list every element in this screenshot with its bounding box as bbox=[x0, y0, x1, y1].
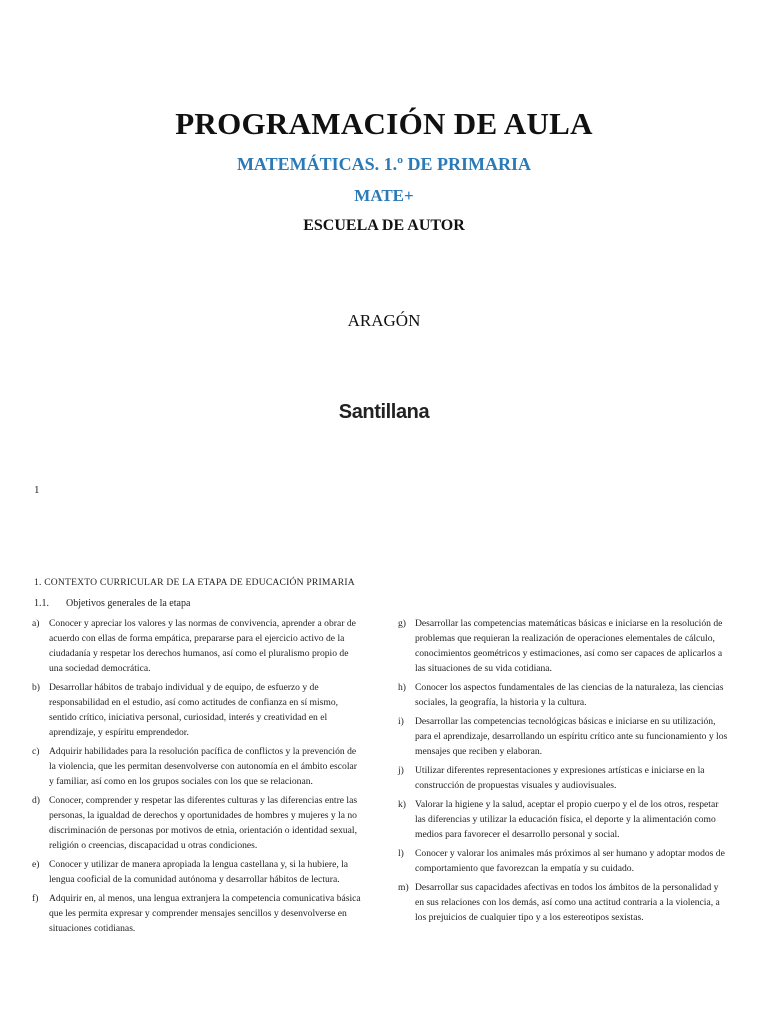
publisher-logo: Santillana bbox=[338, 401, 430, 423]
objective-text: Conocer y valorar los animales más próximos al ser humano y adoptar modos de comportamiento que favorezcan la empatía y su cuidado. bbox=[415, 848, 725, 874]
objective-text: Desarrollar sus capacidades afectivas en todos los ámbitos de la personalidad y en sus relaciones con los demás, así como una actitud contraria a la violencia, a los prejuicios de cualquier tipo y a los estereotipos sexistas. bbox=[415, 882, 720, 923]
objective-text: Adquirir habilidades para la resolución pacífica de conflictos y la prevención de la violencia, que les permitan desenvolverse con autonomía en el ámbito escolar y familiar, así como en los grupos sociales con los que se relacionan. bbox=[49, 746, 357, 787]
objective-item bbox=[32, 616, 362, 676]
objective-letter: d) bbox=[32, 795, 40, 806]
objective-text: Utilizar diferentes representaciones y expresiones artísticas e iniciarse en la construcción de propuestas visuales y audiovisuales. bbox=[415, 765, 705, 791]
series-name: MATE+ bbox=[354, 186, 414, 205]
project-name: ESCUELA DE AUTOR bbox=[303, 217, 465, 234]
objective-item bbox=[398, 616, 728, 676]
objective-letter: k) bbox=[398, 799, 406, 810]
objective-letter: j) bbox=[398, 765, 404, 776]
objective-letter: f) bbox=[32, 893, 39, 904]
objective-text: Adquirir en, al menos, una lengua extranjera la competencia comunicativa básica que les permita expresar y comprender mensajes sencillos y desenvolverse en situaciones cotidianas. bbox=[49, 893, 361, 934]
objective-text: Valorar la higiene y la salud, aceptar el propio cuerpo y el de los otros, respetar las diferencias y utilizar la educación física, el deporte y la alimentación como medios para favorecer el desarrollo personal y social. bbox=[415, 799, 719, 840]
objective-letter: g) bbox=[398, 618, 406, 629]
objective-letter: h) bbox=[398, 682, 406, 693]
objective-item bbox=[32, 857, 362, 887]
subsection-heading bbox=[34, 598, 190, 609]
document-title: PROGRAMACIÓN DE AULA bbox=[175, 106, 593, 141]
document-subtitle: MATEMÁTICAS. 1.º DE PRIMARIA bbox=[236, 154, 532, 174]
objective-letter: a) bbox=[32, 618, 40, 629]
objective-item bbox=[32, 680, 362, 740]
objective-item bbox=[398, 714, 728, 759]
objective-text: Desarrollar las competencias matemáticas básicas e iniciarse en la resolución de problemas que requieran la realización de operaciones elementales de cálculo, conocimientos geométricos y estimaciones, así como ser capaces de aplicarlos a las situaciones de su vida cotidiana. bbox=[415, 618, 723, 674]
objective-item bbox=[32, 891, 362, 936]
objective-letter: l) bbox=[398, 848, 404, 859]
objective-letter: i) bbox=[398, 716, 404, 727]
objective-item bbox=[32, 793, 362, 853]
objective-item bbox=[398, 680, 728, 710]
objective-item bbox=[398, 797, 728, 842]
section-heading: 1. CONTEXTO CURRICULAR DE LA ETAPA DE EDUCACIÓN PRIMARIA bbox=[34, 577, 355, 588]
objective-item bbox=[398, 763, 728, 793]
objective-text: Desarrollar hábitos de trabajo individual y de equipo, de esfuerzo y de responsabilidad en el estudio, así como actitudes de confianza en sí mismo, sentido crítico, iniciativa personal, curiosidad, interés y creatividad en el aprendizaje, y espíritu emprendedor. bbox=[49, 682, 339, 738]
objective-letter: m) bbox=[398, 882, 409, 893]
objectives-left-column bbox=[32, 616, 362, 940]
objective-text: Desarrollar las competencias tecnológicas básicas e iniciarse en su utilización, para el aprendizaje, desarrollando un espíritu crítico ante su funcionamiento y los mensajes que reciben y elaboran. bbox=[415, 716, 728, 757]
objective-item bbox=[32, 744, 362, 789]
subsection-title: Objetivos generales de la etapa bbox=[66, 598, 191, 609]
objective-text: Conocer, comprender y respetar las diferentes culturas y las diferencias entre las personas, la igualdad de derechos y oportunidades de hombres y mujeres y la no discriminación de personas por motivos de etnia, orientación o identidad sexual, religión o creencias, discapacidad u otras condiciones. bbox=[49, 795, 358, 851]
objective-letter: b) bbox=[32, 682, 40, 693]
objective-text: Conocer los aspectos fundamentales de las ciencias de la naturaleza, las ciencias sociales, la geografía, la historia y la cultura. bbox=[415, 682, 724, 708]
objective-letter: c) bbox=[32, 746, 40, 757]
objective-text: Conocer y utilizar de manera apropiada la lengua castellana y, si la hubiere, la lengua cooficial de la comunidad autónoma y desarrollar hábitos de lectura. bbox=[49, 859, 349, 885]
page-number: 1 bbox=[34, 484, 40, 496]
objective-letter: e) bbox=[32, 859, 40, 870]
objective-item bbox=[398, 846, 728, 876]
objectives-right-column bbox=[398, 616, 728, 929]
objective-text: Conocer y apreciar los valores y las normas de convivencia, aprender a obrar de acuerdo con ellas de forma empática, prepararse para el ejercicio activo de la ciudadanía y respetar los derechos humanos, así como el pluralismo propio de una sociedad democrática. bbox=[49, 618, 356, 674]
subsection-number: 1.1. bbox=[34, 598, 49, 609]
objective-item bbox=[398, 880, 728, 925]
region-name: ARAGÓN bbox=[347, 311, 421, 330]
